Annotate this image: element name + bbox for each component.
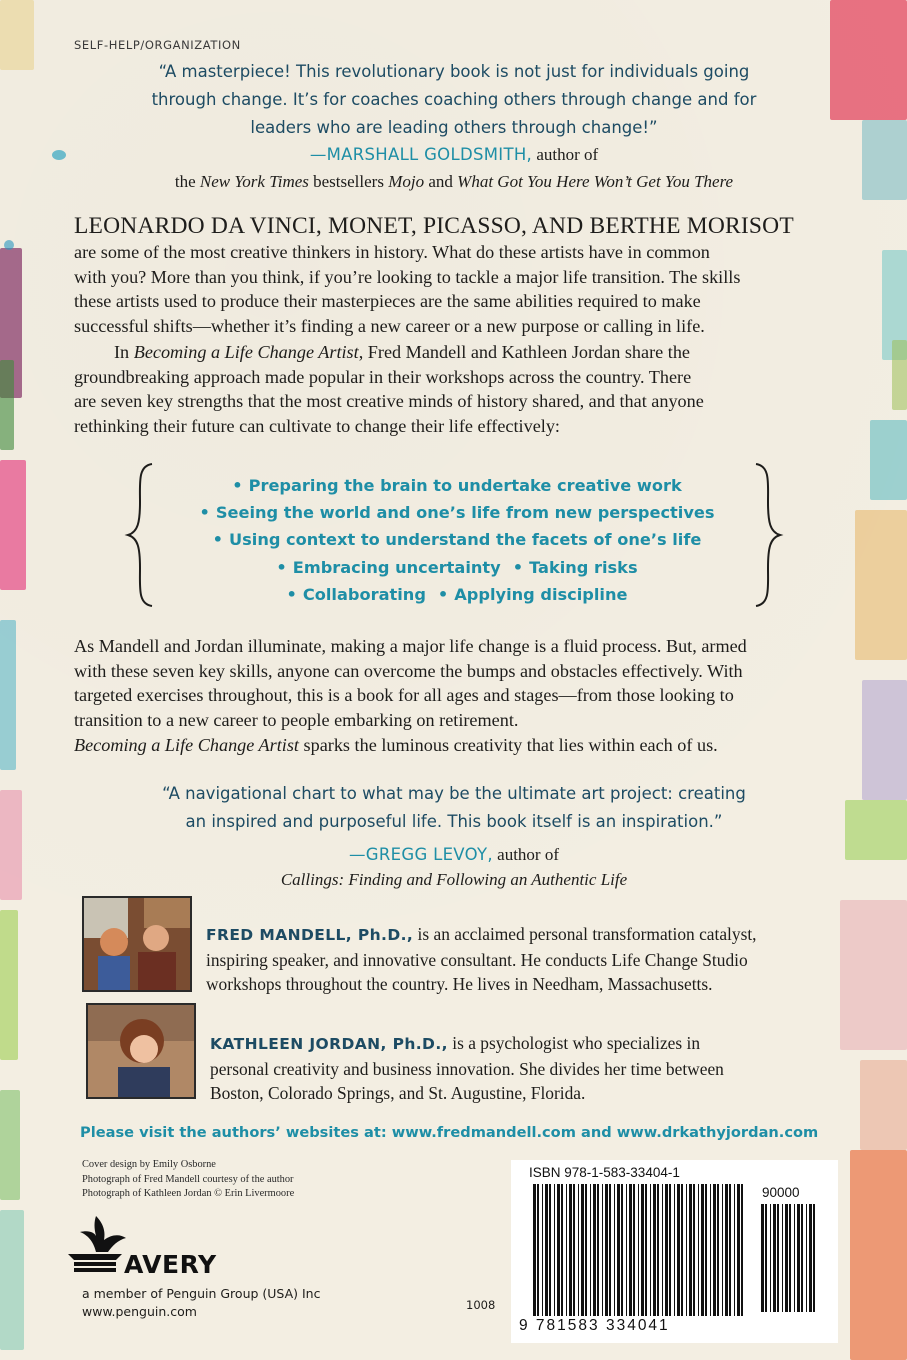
author-photo-fred	[82, 896, 192, 992]
avery-logo-icon	[66, 1212, 130, 1278]
price-code: 90000	[762, 1185, 800, 1200]
price-barcode-icon	[759, 1204, 819, 1312]
quote-line: leaders who are leading others through change!”	[250, 118, 658, 137]
endorser-role: author of	[492, 845, 559, 864]
endorser-role: author of	[532, 145, 599, 164]
endorser-name: —MARSHALL GOLDSMITH,	[309, 145, 533, 164]
barcode-panel	[511, 1160, 838, 1343]
list-item: • Using context to understand the facets of one’s life	[212, 530, 702, 550]
strengths-list	[150, 472, 758, 608]
description-paragraph-1: are some of the most creative thinkers in history. What do these artists have in common with you? More than you think, if you’re looking to tackle a major life transition. The skills these artists used to produce their masterpieces are the same abilities required to make successful shifts—whether it’s finding a new career or a new purpose or calling in life.	[74, 242, 741, 337]
isbn-number: ISBN 978-1-583-33404-1	[529, 1165, 680, 1180]
author-websites: Please visit the authors’ websites at: www.fredmandell.com and www.drkathyjordan.com	[80, 1124, 819, 1141]
author-name: FRED MANDELL, Ph.D.,	[206, 926, 414, 944]
quote-line: through change. It’s for coaches coaching others through change and for	[151, 90, 757, 109]
description-paragraph-2: In Becoming a Life Change Artist, Fred Mandell and Kathleen Jordan share the groundbreaking approach made popular in their workshops across the country. There are seven key strengths that the most creative minds of history shared, and that anyone rethinking their future can cultivate to change their life effectively:	[74, 342, 704, 437]
publisher-info: a member of Penguin Group (USA) Inc www.penguin.com	[82, 1286, 321, 1319]
endorsement-quote-2	[100, 780, 808, 836]
category-label: SELF-HELP/ORGANIZATION	[74, 38, 241, 52]
list-item: • Embracing uncertainty • Taking risks	[276, 557, 638, 577]
author-bio-fred: FRED MANDELL, Ph.D., is an acclaimed personal transformation catalyst, inspiring speaker, and innovative consultant. He conducts Life Change Studio workshops throughout the country. He lives in Needham, Massachusetts.	[206, 924, 757, 994]
quote-line: an inspired and purposeful life. This book itself is an inspiration.”	[185, 812, 723, 831]
quote-attribution-2	[100, 845, 808, 865]
list-item: • Seeing the world and one’s life from new perspectives	[199, 503, 715, 523]
author-bio-kathleen: KATHLEEN JORDAN, Ph.D., is a psychologist who specializes in personal creativity and business innovation. She divides her time between Boston, Colorado Springs, and St. Augustine, Florida.	[210, 1033, 724, 1103]
quote-line: “A navigational chart to what may be the ultimate art project: creating	[162, 784, 746, 803]
endorser-name: —GREGG LEVOY,	[348, 845, 493, 864]
quote-line: “A masterpiece! This revolutionary book is not just for individuals going	[158, 62, 750, 81]
print-code: 1008	[466, 1298, 496, 1312]
list-item: • Preparing the brain to undertake creative work	[232, 476, 682, 495]
cover-credits: Cover design by Emily Osborne Photograph of Fred Mandell courtesy of the author Photograph of Kathleen Jordan © Erin Livermoore	[82, 1159, 295, 1199]
publisher-logo-text: AVERY	[124, 1250, 217, 1279]
lead-heading: LEONARDO DA VINCI, MONET, PICASSO, AND BERTHE MORISOT	[74, 213, 794, 239]
endorser-books: the New York Times bestsellers Mojo and What Got You Here Won’t Get You There	[174, 172, 734, 191]
endorser-book: Callings: Finding and Following an Authentic Life	[280, 870, 628, 889]
barcode-icon	[531, 1184, 746, 1316]
quote-attribution	[100, 145, 808, 165]
ean-digits: 9 781583 334041	[519, 1317, 670, 1334]
description-paragraph-3: As Mandell and Jordan illuminate, making a major life change is a fluid process. But, armed with these seven key skills, anyone can overcome the bumps and obstacles effectively. With targeted exercises throughout, this is a book for all ages and stages—from those looking to transition to a new career to people embarking on retirement. Becoming a Life Change Artist sparks the luminous creativity that lies within each of us.	[74, 636, 747, 755]
author-name: KATHLEEN JORDAN, Ph.D.,	[210, 1035, 448, 1053]
author-photo-kathleen	[86, 1003, 196, 1099]
endorsement-quote	[112, 58, 796, 142]
list-item: • Collaborating • Applying discipline	[286, 584, 628, 604]
